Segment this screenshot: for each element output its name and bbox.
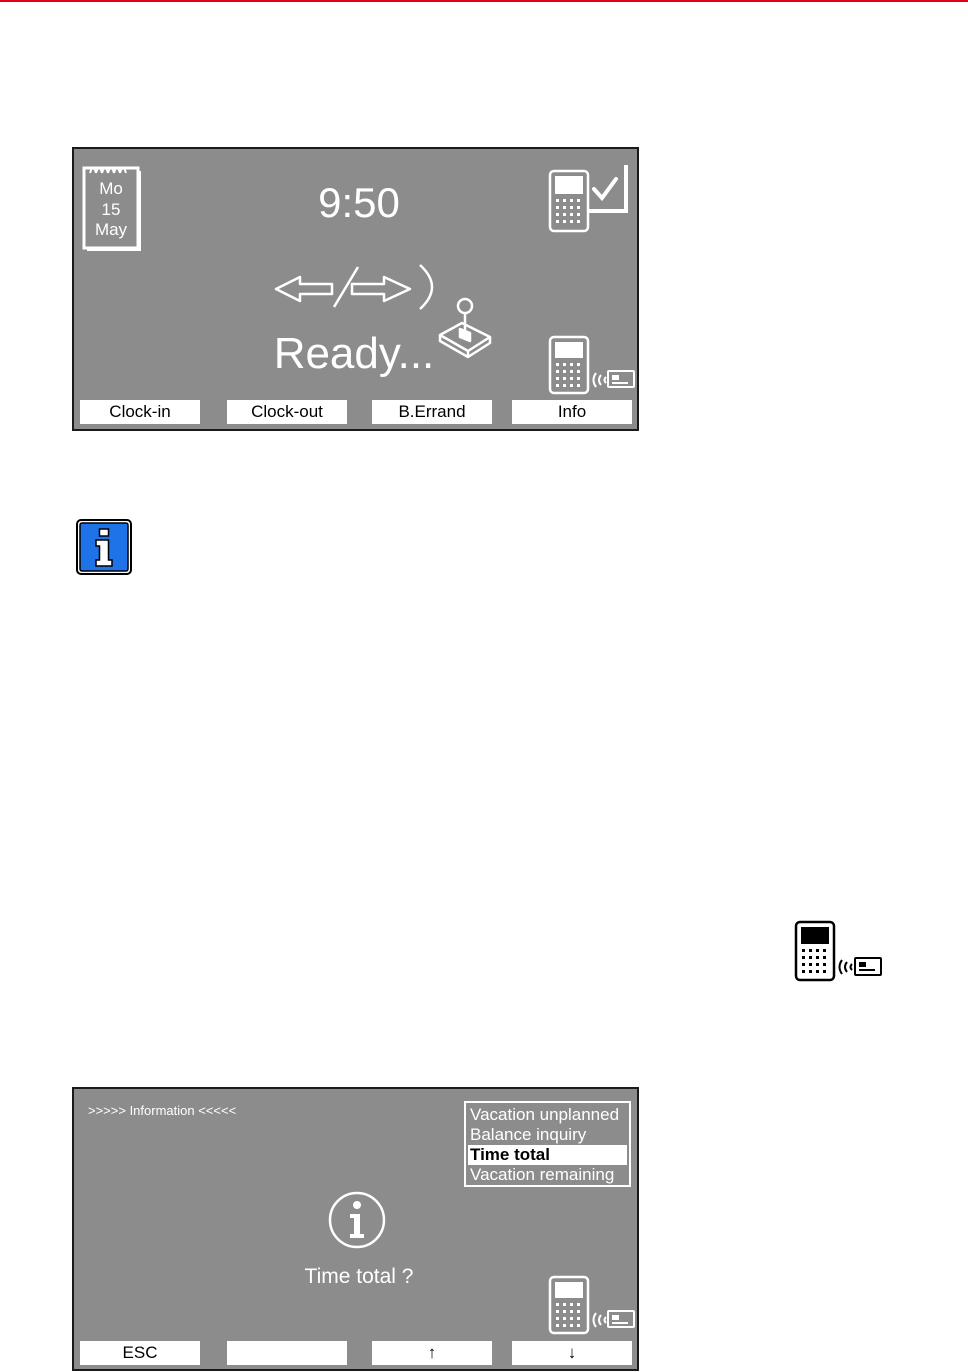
softkey-up[interactable]: ↑ <box>372 1341 492 1365</box>
terminal-card-reader-icon <box>792 918 886 984</box>
softkey-clock-in[interactable]: Clock-in <box>80 400 200 424</box>
menu-item-time-total[interactable]: Time total <box>468 1145 627 1165</box>
screen-title: >>>>> Information <<<<< <box>88 1103 237 1118</box>
menu-item-vacation-remaining[interactable]: Vacation remaining <box>470 1165 615 1184</box>
terminal-main-screen <box>72 147 639 431</box>
calendar-month: May <box>94 220 128 239</box>
calendar-weekday: Mo <box>99 179 123 198</box>
softkey-esc[interactable]: ESC <box>80 1341 200 1365</box>
softkey-clock-out[interactable]: Clock-out <box>227 400 347 424</box>
joystick-icon <box>434 293 496 359</box>
terminal-check-icon <box>546 163 630 235</box>
menu-item-vacation-unplanned[interactable]: Vacation unplanned <box>470 1105 620 1124</box>
direction-arrows-icon <box>272 259 437 314</box>
softkey-info[interactable]: Info <box>512 400 632 424</box>
softkey-business-errand[interactable]: B.Errand <box>372 400 492 424</box>
terminal-card-reader-icon <box>546 1273 638 1337</box>
terminal-card-reader-icon <box>546 333 638 397</box>
info-circle-icon <box>327 1190 387 1250</box>
info-icon <box>76 519 132 575</box>
prompt-text: Time total ? <box>304 1265 414 1288</box>
terminal-info-screen <box>72 1087 639 1371</box>
calendar-day: 15 <box>101 200 121 219</box>
softkey-down[interactable]: ↓ <box>512 1341 632 1365</box>
top-accent-line <box>0 0 968 2</box>
menu-item-balance-inquiry[interactable]: Balance inquiry <box>470 1125 587 1144</box>
softkey-blank[interactable] <box>227 1341 347 1365</box>
status-text: Ready... <box>273 329 435 378</box>
clock-time: 9:50 <box>318 179 400 226</box>
info-menu <box>464 1101 631 1187</box>
